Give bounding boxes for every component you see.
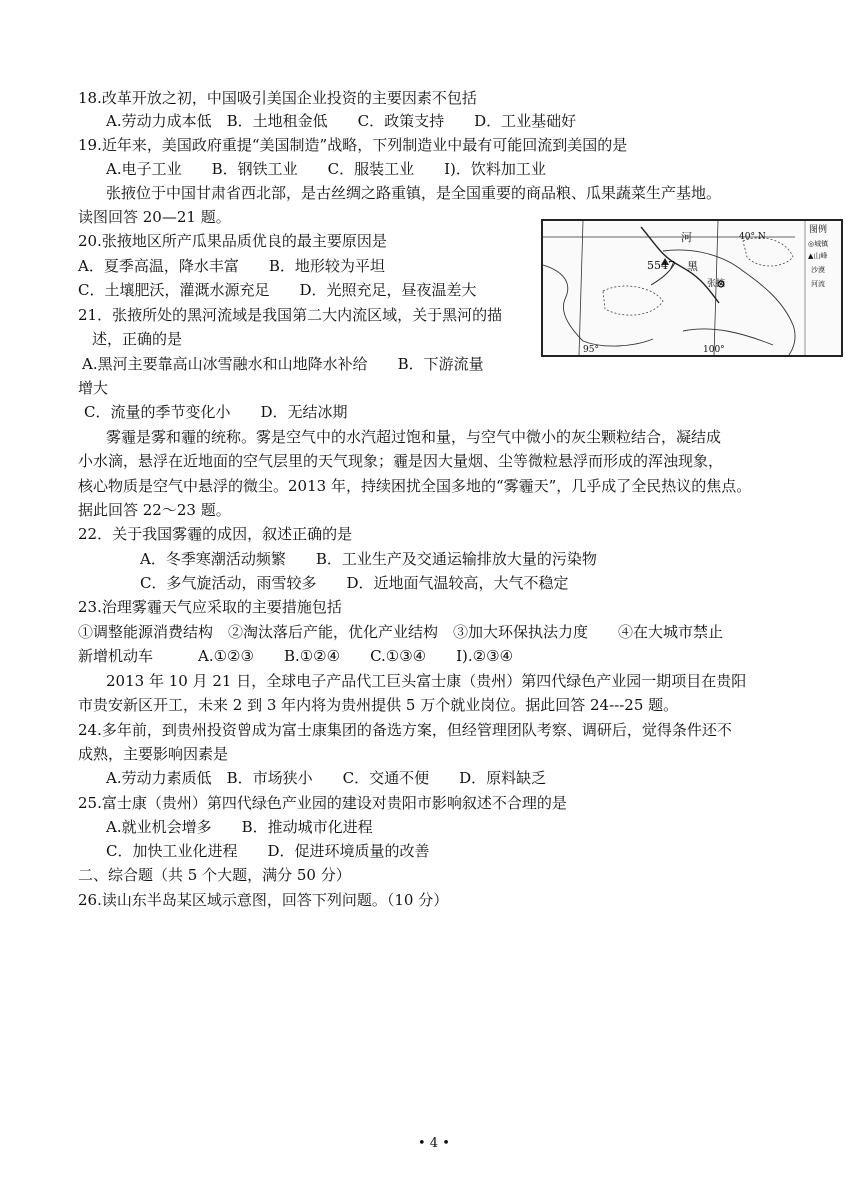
q22-options-ab: A．冬季寒潮活动频繁 B．工业生产及交通运输排放大量的污染物 [140, 550, 597, 568]
legend-desert: 沙漠 [811, 266, 825, 274]
q24-stem-line-2: 成熟，主要影响因素是 [78, 745, 229, 763]
q25-options-cd: C．加快工业化进程 D．促进环境质量的改善 [106, 842, 430, 860]
map-latitude-label: 40° N [739, 232, 766, 242]
map-hei-label: 黑 [687, 260, 698, 273]
q20-options-ab: A．夏季高温，降水丰富 B．地形较为平坦 [78, 257, 385, 275]
q23-stem: 23.治理雾霾天气应采取的主要措施包括 [78, 598, 342, 616]
q19-stem: 19.近年来，美国政府重提“美国制造”战略，下列制造业中最有可能回流到美国的是 [78, 136, 628, 154]
page-number: • 4 • [418, 1136, 450, 1151]
q25-options-ab: A.就业机会增多 B．推动城市化进程 [106, 818, 373, 836]
heihe-basin-map [541, 219, 843, 357]
section-two-heading: 二、综合题（共 5 个大题，满分 50 分） [78, 866, 351, 884]
zhangye-intro-line-2: 读图回答 20—21 题。 [78, 208, 231, 226]
q23-options: 新增机动车 A.①②③ B.①②④ C.①③④ I).②③④ [78, 647, 514, 665]
q22-stem: 22．关于我国雾霾的成因，叙述正确的是 [78, 525, 353, 543]
q18-options: A.劳动力成本低 B．土地租金低 C．政策支持 D．工业基础好 [106, 112, 577, 130]
q26-stem: 26.读山东半岛某区域示意图，回答下列问题。（10 分） [78, 891, 449, 909]
legend-river: 河流 [811, 280, 825, 288]
q21-stem-line-1: 21．张掖所处的黑河流域是我国第二大内流区域，关于黑河的描 [78, 306, 503, 324]
q21-options-cd: C．流量的季节变化小 D．无结冰期 [84, 403, 348, 421]
q21-options-ab: A.黑河主要靠高山冰雪融水和山地降水补给 B．下游流量 [82, 355, 484, 373]
smog-intro-line-1: 雾霾是雾和霾的统称。雾是空气中的水汽超过饱和量，与空气中微小的灰尘颗粒结合，凝结成 [106, 428, 722, 446]
q18-stem: 18.改革开放之初，中国吸引美国企业投资的主要因素不包括 [78, 89, 477, 107]
map-elevation-label: 5547 [647, 259, 675, 272]
smog-intro-line-3: 核心物质是空气中悬浮的微尘。2013 年，持续困扰全国多地的“雾霾天”，几乎成了全民热议的焦点。 [78, 477, 752, 495]
q19-options: A.电子工业 B．钢铁工业 C．服装工业 I)．饮料加工业 [106, 160, 546, 178]
q21-stem-line-2: 述，正确的是 [92, 330, 183, 348]
foxconn-intro-line-2: 市贵安新区开工，未来 2 到 3 年内将为贵州提供 5 万个就业岗位。据此回答 24---25 题。 [78, 696, 679, 714]
smog-intro-line-2: 小水滴，悬浮在近地面的空气层里的天气现象；霾是因大量烟、尘等微粒悬浮而形成的浑浊现象， [78, 452, 724, 470]
zhangye-intro-line-1: 张掖位于中国甘肃省西北部，是古丝绸之路重镇，是全国重要的商品粮、瓜果蔬菜生产基地。 [106, 184, 722, 202]
map-lon-100-label: 100° [703, 345, 725, 355]
map-drawing [543, 221, 841, 355]
q23-measures: ①调整能源消费结构 ②淘汰落后产能，优化产业结构 ③加大环保执法力度 ④在大城市禁止 [78, 623, 724, 641]
q24-options: A.劳动力素质低 B．市场狭小 C．交通不便 D．原料缺乏 [106, 769, 547, 787]
q21-options-ab-cont: 增大 [78, 379, 109, 397]
map-lon-95-label: 95° [583, 345, 599, 355]
q20-options-cd: C．土壤肥沃，灌溉水源充足 D．光照充足，昼夜温差大 [78, 281, 477, 299]
q22-options-cd: C．多气旋活动，雨雪较多 D．近地面气温较高，大气不稳定 [140, 574, 569, 592]
q25-stem: 25.富士康（贵州）第四代绿色产业园的建设对贵阳市影响叙述不合理的是 [78, 794, 567, 812]
q20-stem: 20.张掖地区所产瓜果品质优良的最主要原因是 [78, 232, 387, 250]
legend-town: ◎城镇 [808, 240, 829, 248]
legend-peak: ▲山峰 [808, 252, 828, 260]
foxconn-intro-line-1: 2013 年 10 月 21 日，全球电子产品代工巨头富士康（贵州）第四代绿色产业园一期项目在贵阳 [106, 672, 747, 690]
smog-intro-line-4: 据此回答 22～23 题。 [78, 501, 231, 519]
map-city-label: 张掖 [707, 279, 726, 289]
q24-stem-line-1: 24.多年前，到贵州投资曾成为富士康集团的备选方案，但经管理团队考察、调研后，觉得条件还不 [78, 721, 732, 739]
map-river-label: 河 [681, 231, 692, 244]
map-legend-title: 图例 [809, 225, 828, 235]
